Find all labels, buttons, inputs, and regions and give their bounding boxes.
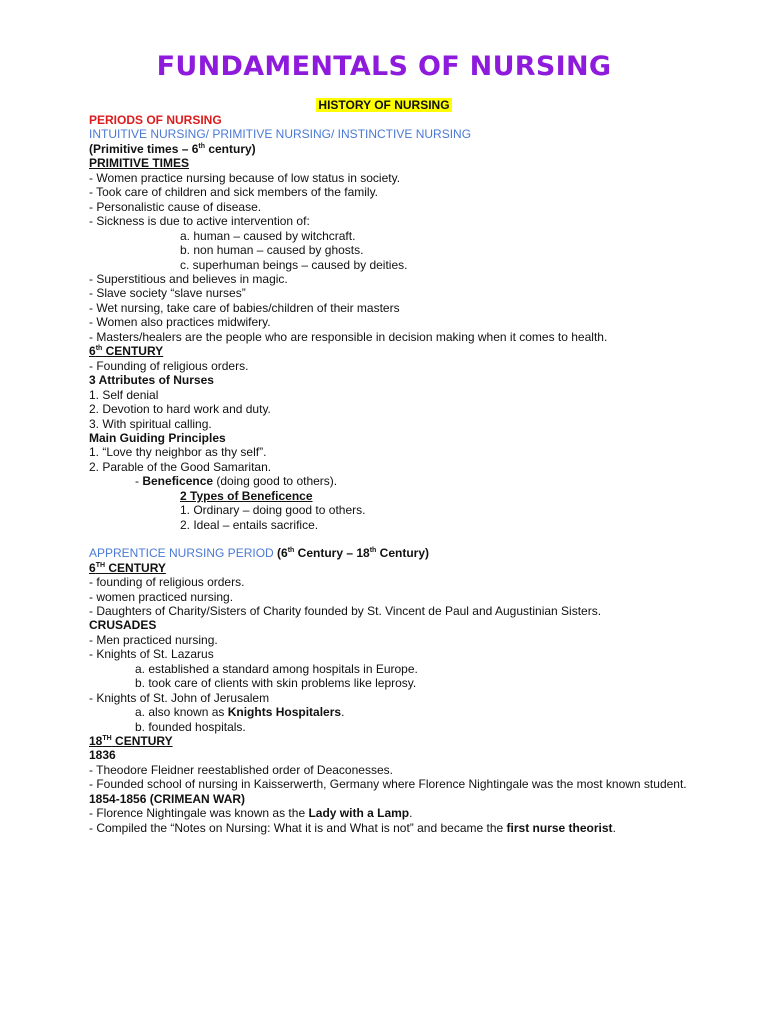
list-item: 2. Devotion to hard work and duty. xyxy=(89,402,271,417)
list-item: - Daughters of Charity/Sisters of Charity founded by St. Vincent de Paul and Augustinian Sisters. xyxy=(89,603,602,618)
apprentice-heading-line: APPRENTICE NURSING PERIOD (6th Century – 18th Century) xyxy=(89,546,429,561)
sub-list-item: a. human – caused by witchcraft. xyxy=(180,228,356,243)
eighteenth-century-heading: 18TH CENTURY xyxy=(89,734,173,749)
list-item: - Superstitious and believes in magic. xyxy=(89,271,288,286)
list-item: - Sickness is due to active intervention of: xyxy=(89,214,310,229)
primitive-times-heading: PRIMITIVE TIMES xyxy=(89,156,190,171)
sub-list-item: 1. Ordinary – doing good to others. xyxy=(180,503,366,518)
list-item: - Knights of St. John of Jerusalem xyxy=(89,690,270,705)
principles-heading: Main Guiding Principles xyxy=(89,430,226,445)
year-1836-heading: 1836 xyxy=(89,748,116,763)
list-item: - Knights of St. Lazarus xyxy=(89,647,214,662)
sub-list-item: 2. Ideal – entails sacrifice. xyxy=(180,517,319,532)
beneficence-line: - Beneficence (doing good to others). xyxy=(135,474,338,489)
crusades-heading: CRUSADES xyxy=(89,618,157,633)
document-subtitle xyxy=(0,98,768,112)
sixth-century-heading: 6th CENTURY xyxy=(89,344,164,359)
document-title: FUNDAMENTALS OF NURSING xyxy=(156,51,612,82)
list-item: - Masters/healers are the people who are responsible in decision making when it comes to health. xyxy=(89,329,608,344)
sub-list-item: a. also known as Knights Hospitalers. xyxy=(135,705,345,720)
sub-list-item: c. superhuman beings – caused by deities. xyxy=(180,257,408,272)
list-item: - Founded school of nursing in Kaisserwerth, Germany where Florence Nightingale was the most known student. xyxy=(89,777,687,792)
list-item: 1. Self denial xyxy=(89,387,159,402)
highlighted-subtitle: HISTORY OF NURSING xyxy=(318,98,450,112)
beneficence-types-heading: 2 Types of Beneficence xyxy=(180,488,313,503)
apprentice-sixth-century-heading: 6TH CENTURY xyxy=(89,560,166,575)
sub-list-item: a. established a standard among hospitals in Europe. xyxy=(135,661,418,676)
list-item: - Wet nursing, take care of babies/children of their masters xyxy=(89,300,400,315)
list-item: - founding of religious orders. xyxy=(89,575,245,590)
list-item: - women practiced nursing. xyxy=(89,589,234,604)
intuitive-heading: INTUITIVE NURSING/ PRIMITIVE NURSING/ INSTINCTIVE NURSING xyxy=(89,127,472,142)
list-item: - Compiled the “Notes on Nursing: What it is and What is not” and became the first nurse theorist. xyxy=(89,820,616,835)
document-body xyxy=(89,113,705,835)
list-item: - Florence Nightingale was known as the Lady with a Lamp. xyxy=(89,806,413,821)
crimean-war-heading: 1854-1856 (CRIMEAN WAR) xyxy=(89,791,246,806)
intuitive-range: (Primitive times – 6th century) xyxy=(89,141,256,156)
attributes-heading: 3 Attributes of Nurses xyxy=(89,373,214,388)
list-item: - Personalistic cause of disease. xyxy=(89,199,262,214)
list-item: 3. With spiritual calling. xyxy=(89,416,212,431)
sub-list-item: b. took care of clients with skin problems like leprosy. xyxy=(135,676,417,691)
list-item: 2. Parable of the Good Samaritan. xyxy=(89,459,272,474)
list-item: - Took care of children and sick members of the family. xyxy=(89,185,379,200)
list-item: 1. “Love thy neighbor as thy self”. xyxy=(89,445,267,460)
list-item: - Women also practices midwifery. xyxy=(89,315,271,330)
list-item: - Men practiced nursing. xyxy=(89,632,218,647)
sub-list-item: b. founded hospitals. xyxy=(135,719,246,734)
list-item: - Women practice nursing because of low status in society. xyxy=(89,170,401,185)
periods-heading: PERIODS OF NURSING xyxy=(89,113,222,127)
apprentice-heading: APPRENTICE NURSING PERIOD xyxy=(89,546,274,561)
list-item: - Slave society “slave nurses” xyxy=(89,286,246,301)
spacer xyxy=(89,532,705,546)
sub-list-item: b. non human – caused by ghosts. xyxy=(180,243,364,258)
list-item: - Founding of religious orders. xyxy=(89,358,249,373)
list-item: - Theodore Fleidner reestablished order of Deaconesses. xyxy=(89,762,393,777)
